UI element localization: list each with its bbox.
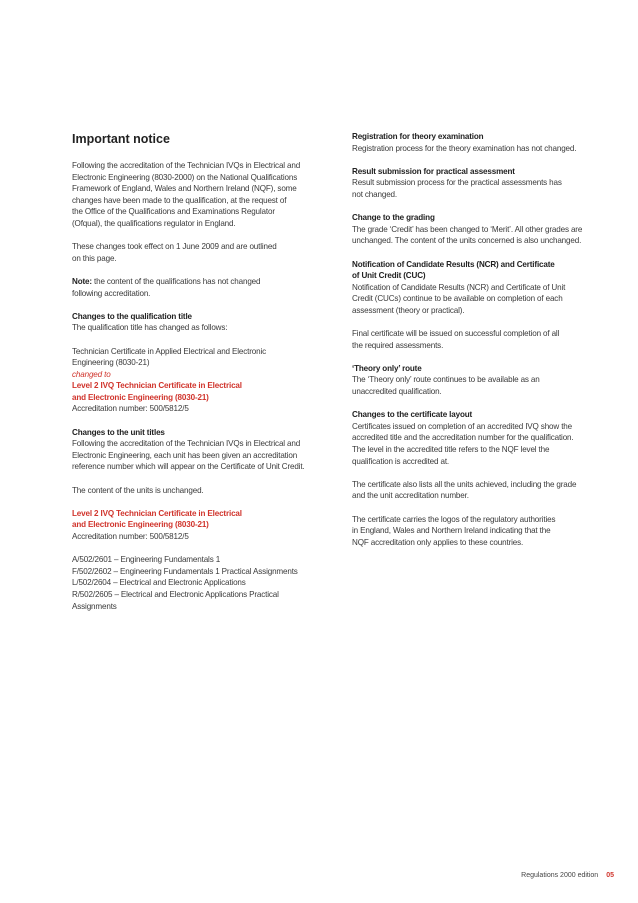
- intro-line: changes have been made to the qualification, at the request of: [72, 195, 287, 205]
- certificate-layout-line: Certificates issued on completion of an accredited IVQ show the: [352, 421, 572, 431]
- page-title: Important notice: [72, 132, 170, 146]
- new-title-line: Level 2 IVQ Technician Certificate in Electrical: [72, 381, 242, 391]
- lists-units-line: The certificate also lists all the units achieved, including the grade: [352, 479, 577, 489]
- changed-to-label: changed to: [72, 369, 111, 379]
- intro-line: (Ofqual), the qualifications regulator in England.: [72, 218, 236, 228]
- certificate-layout-line: The level in the accredited title refers to the NQF level the: [352, 445, 550, 455]
- grading-line: The grade ‘Credit’ has been changed to ‘Merit’. All other grades are: [352, 224, 583, 234]
- logos-line: NQF accreditation only applies to these countries.: [352, 537, 524, 547]
- right-column: [352, 131, 614, 548]
- units-title-line: Level 2 IVQ Technician Certificate in Electrical: [72, 508, 242, 518]
- list-item: L/502/2604 – Electrical and Electronic Applications: [72, 578, 246, 588]
- registration-heading: Registration for theory examination: [352, 132, 484, 141]
- left-column: [72, 131, 334, 612]
- intro-line: Framework of England, Wales and Northern Ireland (NQF), some: [72, 184, 297, 194]
- logos-line: The certificate carries the logos of the regulatory authorities: [352, 514, 556, 524]
- grading-heading: Change to the grading: [352, 213, 435, 223]
- effect-line: on this page.: [72, 253, 117, 263]
- theory-only-heading: ‘Theory only’ route: [352, 363, 422, 373]
- logos-line: in England, Wales and Northern Ireland indicating that the: [352, 526, 551, 536]
- unit-titles-heading: Changes to the unit titles: [72, 427, 165, 437]
- certificate-layout-line: qualification is accredited at.: [352, 456, 450, 466]
- list-item: R/502/2605 – Electrical and Electronic Applications Practical: [72, 589, 279, 599]
- certificate-layout-line: accredited title and the accreditation number for the qualification.: [352, 433, 574, 443]
- old-title-line: Engineering (8030-21): [72, 358, 150, 368]
- old-title-line: Technician Certificate in Applied Electrical and Electronic: [72, 346, 267, 356]
- new-title-line: and Electronic Engineering (8030-21): [72, 392, 209, 402]
- result-submission-heading: Result submission for practical assessment: [352, 166, 515, 176]
- result-submission-line: Result submission process for the practical assessments has: [352, 178, 562, 188]
- intro-line: Following the accreditation of the Technician IVQs in Electrical and: [72, 161, 301, 170]
- unit-titles-line: Electronic Engineering, each unit has been given an accreditation: [72, 450, 298, 460]
- note-label: Note:: [72, 276, 92, 286]
- intro-line: Electronic Engineering (8030-2000) on the National Qualifications: [72, 172, 298, 182]
- registration-body: Registration process for the theory examination has not changed.: [352, 143, 577, 153]
- accreditation-number: Accreditation number: 500/5812/5: [72, 404, 189, 414]
- qualification-title-heading: Changes to the qualification title: [72, 311, 192, 321]
- list-item: A/502/2601 – Engineering Fundamentals 1: [72, 555, 221, 565]
- final-certificate-line: the required assessments.: [352, 340, 444, 350]
- lists-units-line: and the unit accreditation number.: [352, 491, 469, 501]
- edition-label: Regulations 2000 edition: [521, 872, 599, 879]
- intro-paragraph: [72, 160, 334, 230]
- units-unchanged: The content of the units is unchanged.: [72, 485, 204, 495]
- theory-only-line: The ‘Theory only’ route continues to be available as an: [352, 375, 540, 385]
- list-item: Assignments: [72, 601, 117, 611]
- unit-titles-line: Following the accreditation of the Technician IVQs in Electrical and: [72, 439, 301, 449]
- list-item: F/502/2602 – Engineering Fundamentals 1 Practical Assignments: [72, 566, 298, 576]
- unit-titles-line: reference number which will appear on the Certificate of Unit Credit.: [72, 462, 305, 472]
- note-line: following accreditation.: [72, 288, 151, 298]
- final-certificate-line: Final certificate will be issued on successful completion of all: [352, 329, 560, 339]
- note-text: the content of the qualifications has not changed: [91, 276, 261, 286]
- result-submission-line: not changed.: [352, 189, 398, 199]
- ncr-heading: Notification of Candidate Results (NCR) and Certificate: [352, 259, 555, 269]
- qualification-title-intro: The qualification title has changed as follows:: [72, 323, 228, 333]
- intro-line: the Office of the Qualifications and Examinations Regulator: [72, 207, 275, 217]
- units-title-line: and Electronic Engineering (8030-21): [72, 520, 209, 530]
- ncr-line: assessment (theory or practical).: [352, 305, 465, 315]
- page-footer: [0, 872, 614, 879]
- grading-line: unchanged. The content of the units concerned is also unchanged.: [352, 236, 582, 246]
- effect-line: These changes took effect on 1 June 2009 and are outlined: [72, 242, 277, 252]
- units-accreditation-number: Accreditation number: 500/5812/5: [72, 532, 189, 541]
- certificate-layout-heading: Changes to the certificate layout: [352, 410, 473, 420]
- theory-only-line: unaccredited qualification.: [352, 387, 442, 397]
- ncr-heading: of Unit Credit (CUC): [352, 271, 426, 281]
- ncr-line: Notification of Candidate Results (NCR) and Certificate of Unit: [352, 282, 566, 292]
- ncr-line: Credit (CUCs) continue to be available on completion of each: [352, 294, 563, 304]
- unit-list: [72, 554, 334, 612]
- page-number: 05: [606, 872, 614, 879]
- note-line: [72, 276, 334, 288]
